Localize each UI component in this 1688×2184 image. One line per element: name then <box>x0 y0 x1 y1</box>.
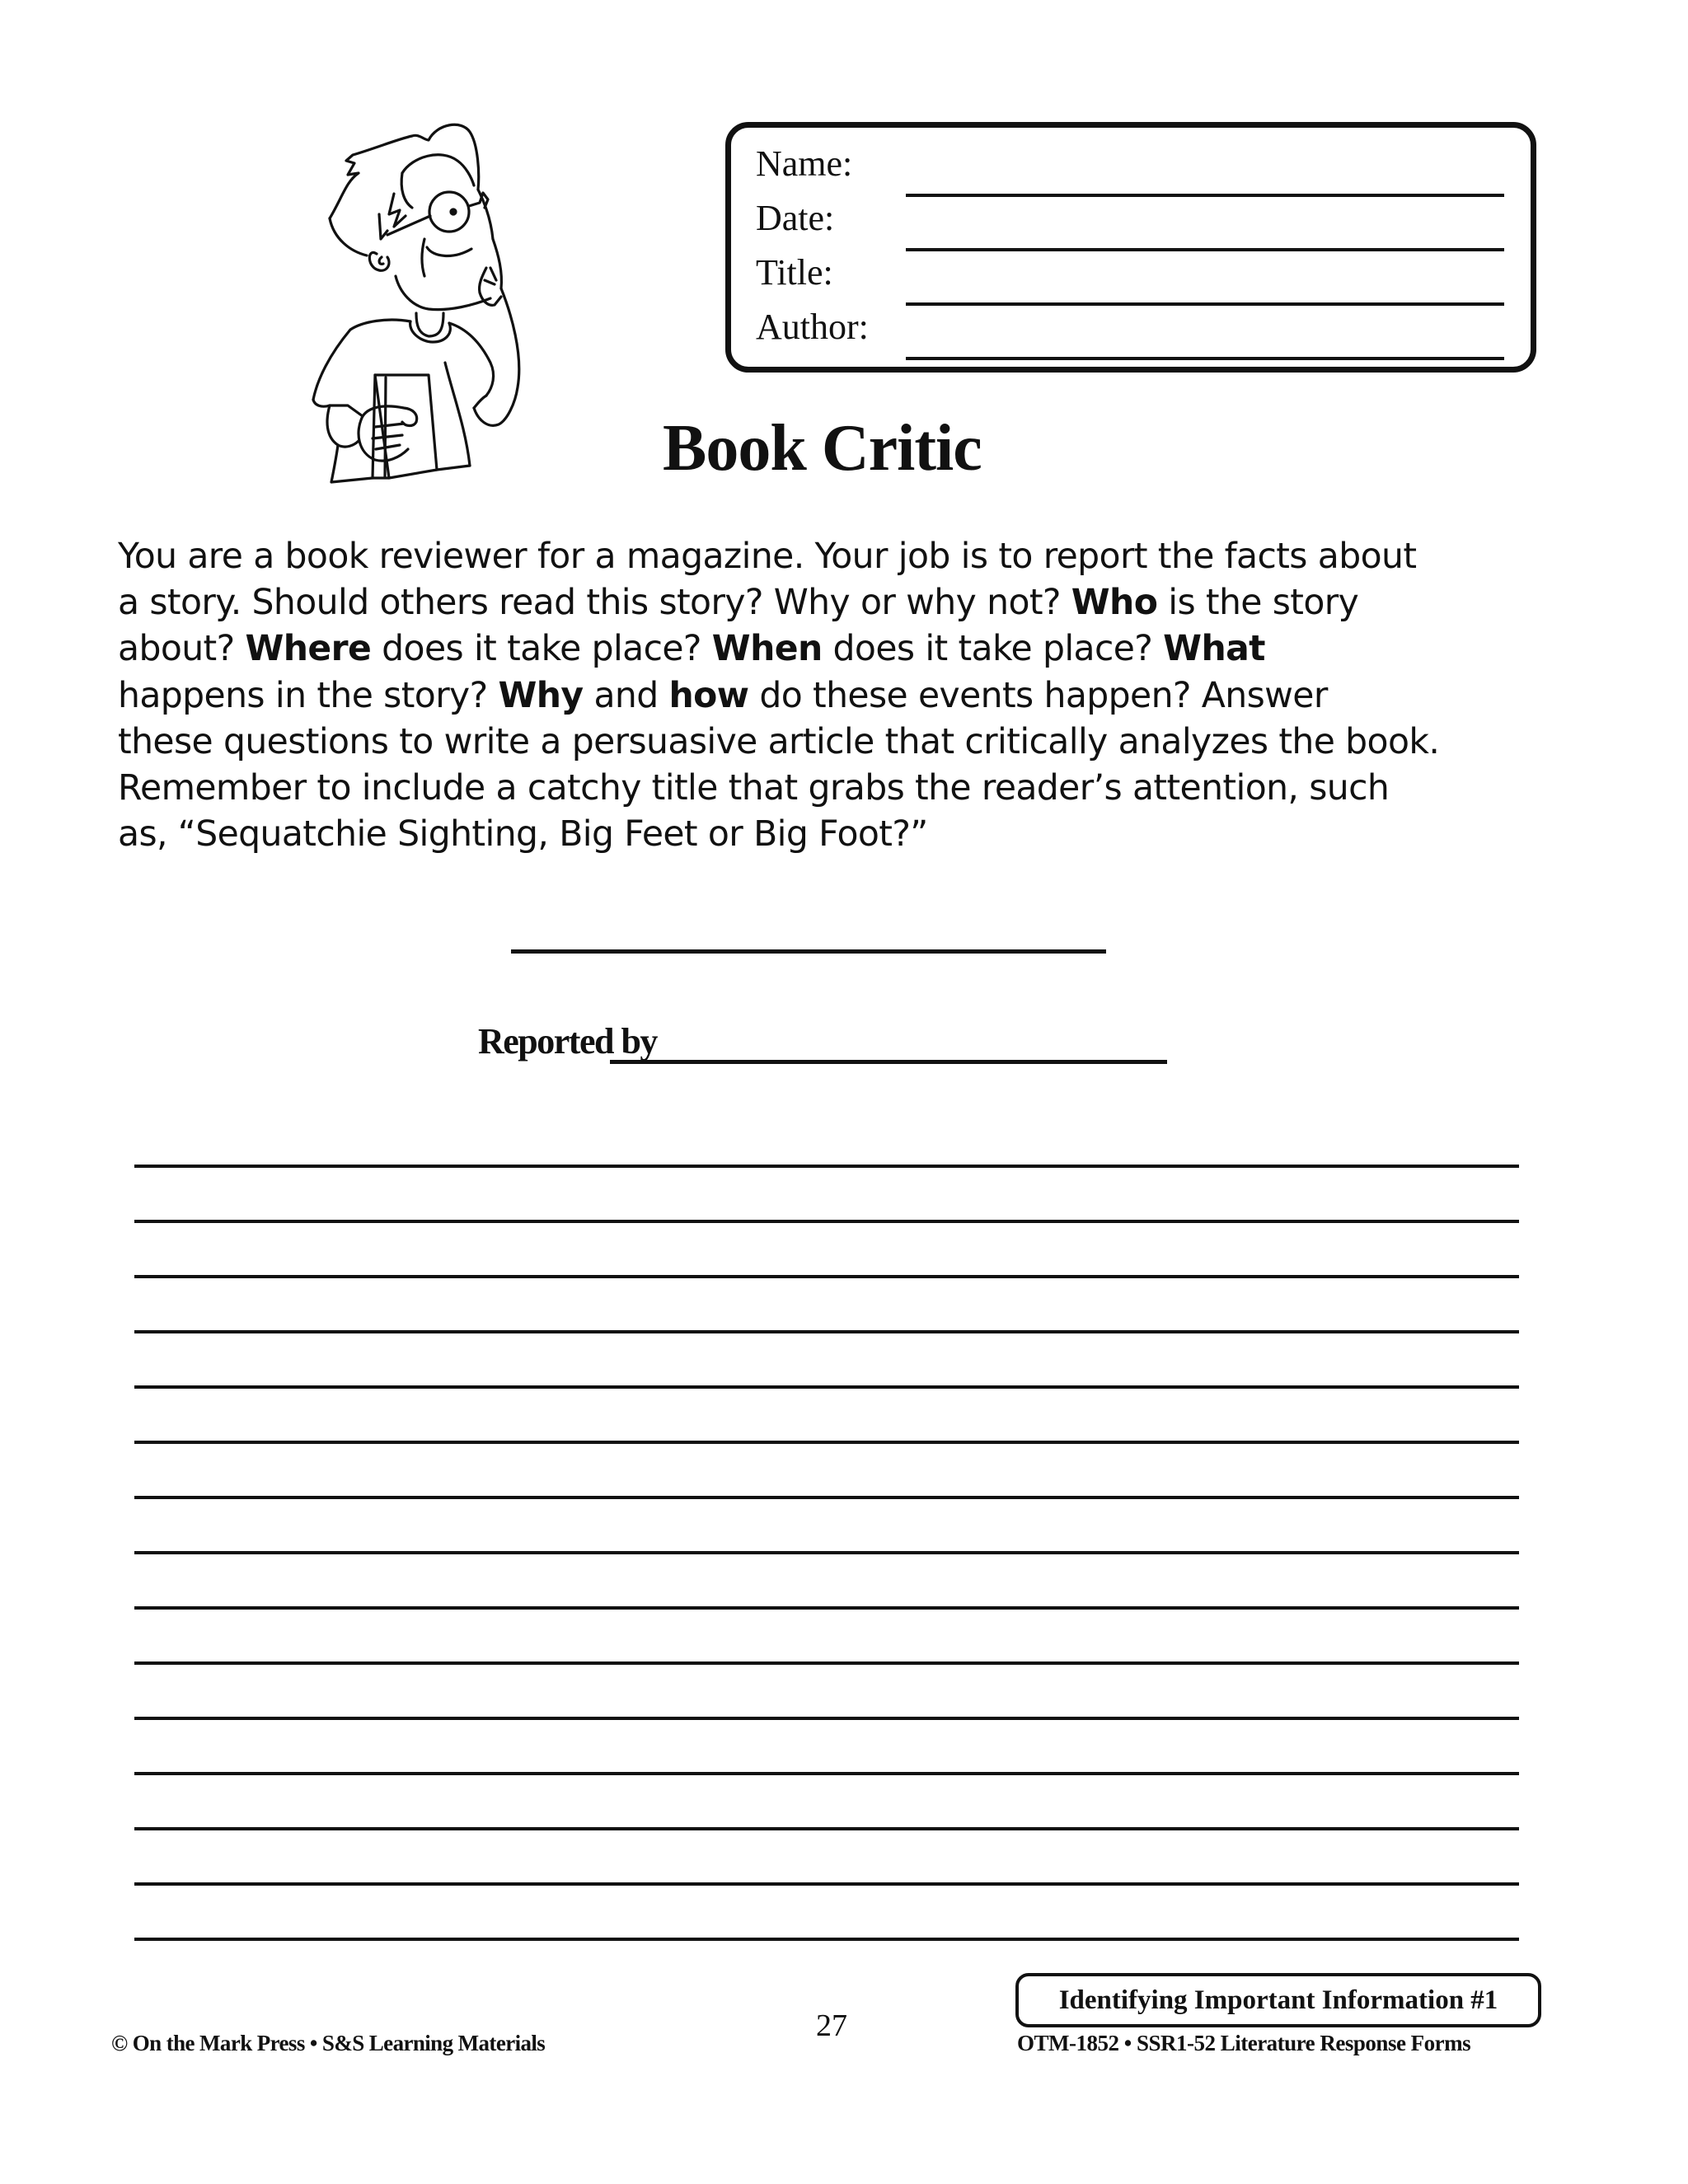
instructions-line <box>118 534 1552 580</box>
writing-line <box>134 1496 1519 1499</box>
instructions-text: happens in the story? <box>118 675 499 716</box>
writing-line-input[interactable] <box>134 1667 1522 1717</box>
date-label: Date: <box>756 198 835 238</box>
footer-topic-box <box>1015 1973 1541 2027</box>
instructions-text: as, “Sequatchie Sighting, Big Feet or Big Foot?” <box>118 814 928 855</box>
writing-line-input[interactable] <box>134 1888 1522 1938</box>
writing-line <box>134 1385 1519 1389</box>
writing-line <box>134 1165 1519 1168</box>
footer-topic-label: Identifying Important Information #1 <box>1058 1985 1498 2015</box>
writing-line <box>134 1551 1519 1554</box>
instructions-line <box>118 626 1552 673</box>
instructions-text: does it take place? <box>371 629 712 670</box>
name-field[interactable] <box>906 151 1507 194</box>
writing-line-input[interactable] <box>134 1557 1522 1606</box>
instructions-text: does it take place? <box>822 629 1164 670</box>
writing-line <box>134 1938 1519 1941</box>
title-field-line <box>906 302 1504 306</box>
writing-line-input[interactable] <box>134 1778 1522 1827</box>
boy-reading-illustration-icon <box>297 115 569 486</box>
writing-line-input[interactable] <box>134 1336 1522 1385</box>
page-number: 27 <box>816 2008 847 2043</box>
instructions-line <box>118 580 1552 626</box>
instructions-text: these questions to write a persuasive article that critically analyzes the book. <box>118 721 1440 762</box>
instructions-line <box>118 719 1552 766</box>
writing-line <box>134 1606 1519 1610</box>
writing-line <box>134 1220 1519 1223</box>
emphasized-question-word: Where <box>245 629 372 670</box>
writing-line-input[interactable] <box>134 1833 1522 1882</box>
writing-line <box>134 1661 1519 1665</box>
date-field-line <box>906 248 1504 251</box>
date-field[interactable] <box>906 205 1507 248</box>
emphasized-question-word: When <box>711 629 823 670</box>
emphasized-question-word: how <box>668 675 749 716</box>
writing-line-input[interactable] <box>134 1391 1522 1441</box>
name-field-line <box>906 194 1504 197</box>
writing-area <box>134 1137 1519 1945</box>
instructions-paragraph <box>118 534 1552 858</box>
emphasized-question-word: What <box>1163 629 1265 670</box>
writing-line-input[interactable] <box>134 1502 1522 1551</box>
instructions-line <box>118 673 1552 719</box>
writing-line-input[interactable] <box>134 1722 1522 1772</box>
student-info-box <box>725 122 1536 373</box>
writing-line-input[interactable] <box>134 1446 1522 1496</box>
writing-line <box>134 1441 1519 1444</box>
writing-line <box>134 1827 1519 1830</box>
footer-product-code: OTM-1852 • SSR1-52 Literature Response Forms <box>1017 2031 1471 2055</box>
instructions-line <box>118 766 1552 812</box>
book-title-field[interactable] <box>906 260 1507 302</box>
writing-line-input[interactable] <box>134 1612 1522 1661</box>
reported-by-field[interactable] <box>610 1014 1170 1060</box>
instructions-line <box>118 812 1552 858</box>
reported-by-label: Reported by <box>478 1021 657 1062</box>
writing-line-input[interactable] <box>134 1115 1522 1165</box>
author-field-line <box>906 357 1504 360</box>
writing-line <box>134 1882 1519 1886</box>
instructions-text: Remember to include a catchy title that grabs the reader’s attention, such <box>118 768 1390 809</box>
instructions-text: a story. Should others read this story? Why or why not? <box>118 583 1071 624</box>
name-label: Name: <box>756 143 853 184</box>
instructions-text: and <box>583 675 669 716</box>
writing-line <box>134 1772 1519 1775</box>
emphasized-question-word: Who <box>1071 583 1158 624</box>
instructions-text: about? <box>118 629 246 670</box>
writing-line <box>134 1717 1519 1720</box>
article-headline-field[interactable] <box>511 898 1109 949</box>
writing-line-input[interactable] <box>134 1281 1522 1330</box>
writing-line-input[interactable] <box>134 1170 1522 1220</box>
writing-line <box>134 1275 1519 1278</box>
reported-by-line <box>610 1060 1167 1064</box>
writing-line <box>134 1330 1519 1333</box>
page-title: Book Critic <box>663 412 982 485</box>
instructions-text: do these events happen? Answer <box>748 675 1328 716</box>
writing-line-input[interactable] <box>134 1226 1522 1275</box>
emphasized-question-word: Why <box>498 675 584 716</box>
author-label: Author: <box>756 307 869 347</box>
title-label: Title: <box>756 252 833 293</box>
author-field[interactable] <box>906 314 1507 357</box>
instructions-text: is the story <box>1157 583 1359 624</box>
article-headline-line <box>511 949 1106 954</box>
footer-copyright: © On the Mark Press • S&S Learning Materials <box>111 2031 546 2055</box>
instructions-text: You are a book reviewer for a magazine. Your job is to report the facts about <box>118 537 1417 577</box>
